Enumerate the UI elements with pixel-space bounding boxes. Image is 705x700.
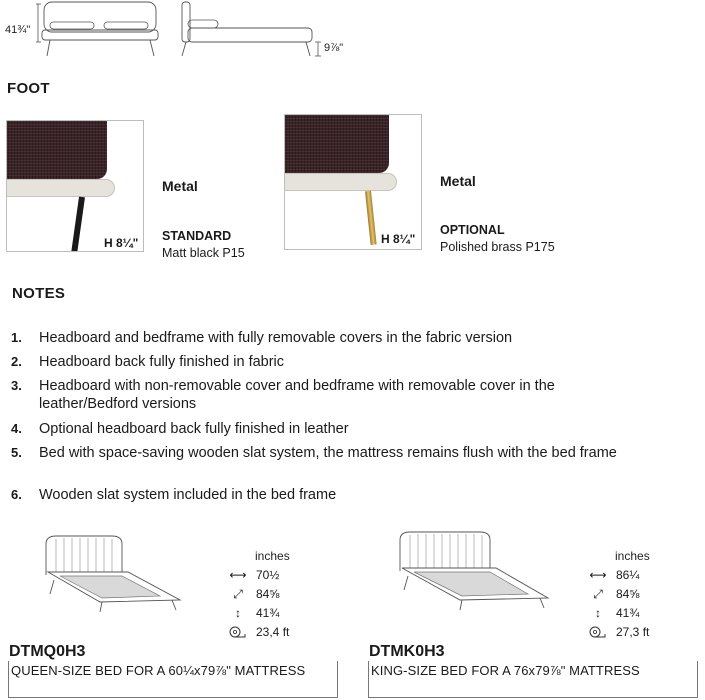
bed-base [284, 173, 397, 191]
vertical-arrow-icon: ↕ [595, 606, 601, 620]
queen-height-row [226, 606, 306, 624]
note-number: 3. [11, 378, 22, 393]
note-text: Headboard and bedframe with fully removable covers in the fabric version [39, 330, 513, 346]
standard-finish-desc: Matt black P15 [162, 246, 245, 260]
queen-description: QUEEN-SIZE BED FOR A 60¼x79⅞" MATTRESS [11, 663, 306, 678]
note-number: 2. [11, 354, 22, 369]
optional-metal-label: Metal [440, 173, 476, 189]
queen-height-value: 41¾ [256, 606, 280, 620]
queen-fabric-row [226, 625, 306, 643]
fabric-roll-icon [226, 625, 250, 642]
double-horizontal-arrow-icon: ⟷ [229, 568, 247, 582]
king-fabric-value: 27,3 ft [616, 625, 650, 639]
queen-fabric-value: 23,4 ft [256, 625, 290, 639]
king-fabric-row [586, 625, 666, 643]
optional-finish-desc: Polished brass P175 [440, 240, 555, 254]
note-number: 1. [11, 330, 22, 345]
king-description: KING-SIZE BED FOR A 76x79⅞" MATTRESS [371, 663, 640, 678]
optional-foot-photo [284, 114, 422, 250]
fabric-swatch [6, 121, 107, 179]
queen-bed-drawing [30, 530, 190, 615]
foot-height-label: 9⅞" [324, 42, 344, 54]
note-text: Optional headboard back fully finished in leather [39, 421, 349, 437]
fabric-roll-icon [586, 625, 610, 642]
note-number: 6. [11, 487, 22, 502]
optional-height-label: H 8¼" [381, 232, 416, 246]
queen-diagonal-row [226, 587, 306, 605]
queen-units-label: inches [255, 549, 290, 563]
double-horizontal-arrow-icon: ⟷ [589, 568, 607, 582]
note-number: 5. [11, 445, 22, 460]
king-product-code: DTMK0H3 [369, 643, 445, 660]
standard-foot-photo [6, 120, 144, 252]
bed-side-elevation-drawing [178, 0, 323, 60]
diagonal-arrow-icon: ⤢ [593, 587, 603, 601]
note-text: Headboard with non-removable cover and bedframe with removable cover in the leather/Bedford versions [39, 378, 555, 412]
note-number: 4. [11, 421, 22, 436]
optional-finish-name: OPTIONAL [440, 223, 505, 237]
queen-diagonal-value: 84⅝ [256, 587, 280, 601]
brass-leg [365, 191, 377, 245]
queen-product-code: DTMQ0H3 [9, 643, 86, 660]
vertical-arrow-icon: ↕ [235, 606, 241, 620]
standard-height-label: H 8¼" [104, 236, 139, 250]
standard-finish-name: STANDARD [162, 229, 232, 243]
standard-leg [71, 197, 85, 252]
bed-base [6, 179, 115, 197]
note-text: Bed with space-saving wooden slat system, the mattress remains flush with the bed frame [39, 445, 617, 461]
king-diagonal-value: 84⅝ [616, 587, 640, 601]
bed-front-elevation-drawing [36, 0, 166, 60]
notes-list [11, 329, 671, 509]
overall-height-label: 41¾" [5, 24, 31, 36]
queen-width-row [226, 568, 306, 586]
note-text: Wooden slat system included in the bed frame [39, 487, 337, 503]
king-units-label: inches [615, 549, 650, 563]
notes-section-title: NOTES [12, 285, 66, 302]
standard-metal-label: Metal [162, 178, 198, 194]
fabric-swatch [284, 115, 389, 173]
queen-width-value: 70½ [256, 568, 280, 582]
king-width-row [586, 568, 666, 586]
king-bed-drawing [386, 526, 556, 614]
king-height-value: 41¾ [616, 606, 640, 620]
diagonal-arrow-icon: ⤢ [233, 587, 243, 601]
king-width-value: 86¼ [616, 568, 640, 582]
foot-section-title: FOOT [7, 80, 50, 97]
king-height-row [586, 606, 666, 624]
king-diagonal-row [586, 587, 666, 605]
note-text: Headboard back fully finished in fabric [39, 354, 285, 370]
